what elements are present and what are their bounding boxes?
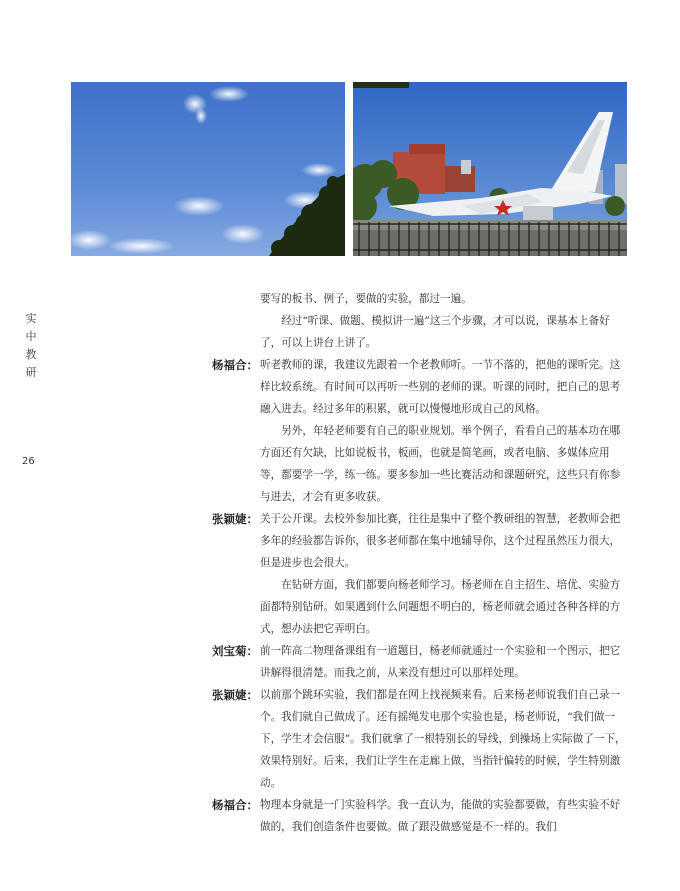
paragraph-text: 前一阵高二物理备课组有一道题目，杨老师就通过一个实验和一个图示，把它讲解得很清楚。而我之前，从来没有想过可以那样处理。	[260, 645, 621, 679]
paragraph	[212, 574, 626, 640]
jet-photo	[353, 82, 627, 256]
paragraph	[212, 354, 626, 420]
section-title-char: 实	[25, 312, 37, 325]
paragraph	[212, 640, 626, 684]
jet-photo-image	[353, 82, 627, 256]
paragraph-text: 在钻研方面，我们都要向杨老师学习。杨老师在自主招生、培优、实验方面都特别钻研。如果遇到什么问题想不明白的，杨老师就会通过各种各样的方式，想办法把它弄明白。	[260, 579, 621, 635]
paragraph-text: 听老教师的课，我建议先跟着一个老教师听。一节不落的，把他的课听完。这样比较系统。有时间可以再听一些别的老师的课。听课的同时，把自己的思考融入进去。经过多年的积累，就可以慢慢地形成自己的风格。	[260, 359, 621, 415]
paragraph	[212, 508, 626, 574]
article-body	[212, 288, 626, 838]
paragraph-text: 以前那个跳环实验，我们都是在网上找视频来看。后来杨老师说我们自己录一个。我们就自己做成了。还有摇绳发电那个实验也是，杨老师说，“我们做一下，学生才会信服”。我们就拿了一根特别长的导线，到操场上实际做了一下，效果特别好。后来，我们让学生在走廊上做，当指针偏转的时候，学生特别激动。	[260, 689, 626, 789]
section-title-vertical	[24, 310, 38, 382]
paragraph-text: 要写的板书、例子，要做的实验，都过一遍。	[260, 293, 472, 305]
paragraph	[212, 420, 626, 508]
paragraph-text: 物理本身就是一门实验科学。我一直认为，能做的实验都要做，有些实验不好做的，我们创造条件也要做。做了跟没做感觉是不一样的。我们	[260, 799, 621, 833]
speaker-name: 杨福合：	[212, 798, 258, 812]
section-title-char: 中	[25, 330, 37, 343]
paragraph	[212, 684, 626, 794]
paragraph-text: 经过“听课、做题、模拟讲一遍”这三个步骤，才可以说，课基本上备好了，可以上讲台上讲了。	[260, 315, 610, 349]
sky-photo-image	[71, 82, 345, 256]
paragraph-text: 另外，年轻老师要有自己的职业规划。举个例子，看看自己的基本功在哪方面还有欠缺，比如说板书，板画，也就是简笔画，或者电脑、多媒体应用等，都要学一学，练一练。要多参加一些比赛活动和课题研究，这些只有你参与进去，才会有更多收获。	[260, 425, 621, 503]
sky-photo	[71, 82, 345, 256]
speaker-name: 杨福合：	[212, 358, 258, 372]
page-number: 26	[22, 456, 35, 467]
section-title-char: 教	[25, 348, 37, 361]
section-title-char: 研	[25, 366, 37, 379]
speaker-name: 张颖婕：	[212, 688, 258, 702]
paragraph	[212, 794, 626, 838]
speaker-name: 张颖婕：	[212, 512, 258, 526]
speaker-name: 刘宝菊：	[212, 644, 258, 658]
paragraph-text: 关于公开课。去校外参加比赛，往往是集中了整个教研组的智慧，老教师会把多年的经验都告诉你，很多老师都在集中地辅导你，这个过程虽然压力很大，但是进步也会很大。	[260, 513, 621, 569]
paragraph	[212, 288, 626, 310]
paragraph	[212, 310, 626, 354]
